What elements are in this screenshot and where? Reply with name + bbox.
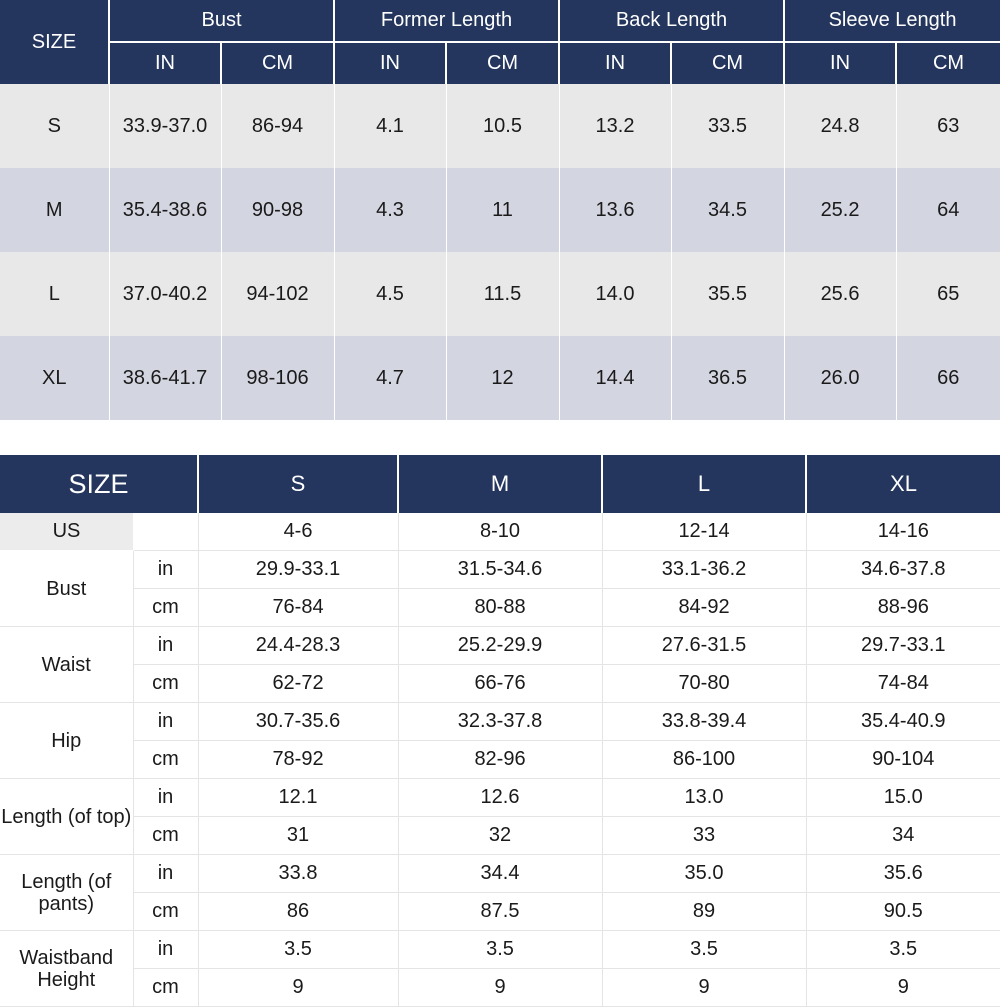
value-cell: 29.9-33.1: [198, 551, 398, 589]
value-cell: 3.5: [602, 931, 806, 969]
us-label: US: [0, 513, 133, 551]
value-cell: 82-96: [398, 741, 602, 779]
value-cell: 84-92: [602, 589, 806, 627]
value-cell: 15.0: [806, 779, 1000, 817]
value-cell: 34.6-37.8: [806, 551, 1000, 589]
value-cell: 3.5: [398, 931, 602, 969]
value-cell: 88-96: [806, 589, 1000, 627]
value-cell: 35.4-40.9: [806, 703, 1000, 741]
value-cell: 35.5: [671, 252, 784, 336]
value-cell: 33.1-36.2: [602, 551, 806, 589]
value-cell: 76-84: [198, 589, 398, 627]
value-cell: 33.8: [198, 855, 398, 893]
table-row: [0, 931, 1000, 969]
value-cell: 10.5: [446, 84, 559, 168]
unit-label: cm: [133, 969, 198, 1007]
value-cell: 13.0: [602, 779, 806, 817]
unit-label: in: [133, 703, 198, 741]
unit-header: CM: [221, 42, 334, 84]
value-cell: 9: [806, 969, 1000, 1007]
value-cell: 33.9-37.0: [109, 84, 221, 168]
measure-label: Waist: [0, 627, 133, 703]
sleeve-length-header: Sleeve Length: [784, 0, 1000, 42]
value-cell: 86-94: [221, 84, 334, 168]
unit-label: cm: [133, 741, 198, 779]
unit-header: CM: [671, 42, 784, 84]
value-cell: 80-88: [398, 589, 602, 627]
size-column-header: L: [602, 455, 806, 513]
back-length-header: Back Length: [559, 0, 784, 42]
table-row: [0, 84, 1000, 168]
value-cell: 34: [806, 817, 1000, 855]
value-cell: 11: [446, 168, 559, 252]
value-cell: 31.5-34.6: [398, 551, 602, 589]
size-cell: M: [0, 168, 109, 252]
value-cell: 70-80: [602, 665, 806, 703]
value-cell: 32: [398, 817, 602, 855]
value-cell: 3.5: [198, 931, 398, 969]
measure-label: Bust: [0, 551, 133, 627]
value-cell: 64: [896, 168, 1000, 252]
unit-header: IN: [784, 42, 896, 84]
size-cell: XL: [0, 336, 109, 420]
value-cell: 33.5: [671, 84, 784, 168]
value-cell: 29.7-33.1: [806, 627, 1000, 665]
value-cell: 12-14: [602, 513, 806, 551]
size-header: SIZE: [0, 455, 198, 513]
value-cell: 24.8: [784, 84, 896, 168]
value-cell: 25.6: [784, 252, 896, 336]
former-length-header: Former Length: [334, 0, 559, 42]
value-cell: 14-16: [806, 513, 1000, 551]
table-row: [0, 336, 1000, 420]
size-chart-bottom: [0, 455, 1000, 1007]
value-cell: 34.5: [671, 168, 784, 252]
table-row: [0, 893, 1000, 931]
size-cell: L: [0, 252, 109, 336]
empty-cell: [133, 513, 198, 551]
size-header: SIZE: [0, 0, 109, 84]
value-cell: 35.0: [602, 855, 806, 893]
size-column-header: M: [398, 455, 602, 513]
value-cell: 12.6: [398, 779, 602, 817]
measure-label: Hip: [0, 703, 133, 779]
value-cell: 98-106: [221, 336, 334, 420]
table-row: [0, 741, 1000, 779]
table-row: [0, 779, 1000, 817]
value-cell: 90-104: [806, 741, 1000, 779]
value-cell: 4.7: [334, 336, 446, 420]
value-cell: 74-84: [806, 665, 1000, 703]
value-cell: 66: [896, 336, 1000, 420]
value-cell: 32.3-37.8: [398, 703, 602, 741]
value-cell: 26.0: [784, 336, 896, 420]
value-cell: 90.5: [806, 893, 1000, 931]
value-cell: 62-72: [198, 665, 398, 703]
unit-label: cm: [133, 589, 198, 627]
value-cell: 35.6: [806, 855, 1000, 893]
unit-label: in: [133, 551, 198, 589]
measure-label: Waistband Height: [0, 931, 133, 1007]
unit-header: IN: [334, 42, 446, 84]
value-cell: 30.7-35.6: [198, 703, 398, 741]
value-cell: 65: [896, 252, 1000, 336]
unit-label: in: [133, 855, 198, 893]
size-chart-top: [0, 0, 1000, 420]
value-cell: 37.0-40.2: [109, 252, 221, 336]
value-cell: 12.1: [198, 779, 398, 817]
unit-label: cm: [133, 893, 198, 931]
value-cell: 35.4-38.6: [109, 168, 221, 252]
value-cell: 25.2: [784, 168, 896, 252]
value-cell: 9: [198, 969, 398, 1007]
bust-header: Bust: [109, 0, 334, 42]
size-cell: S: [0, 84, 109, 168]
table-row: [0, 551, 1000, 589]
table-row: [0, 969, 1000, 1007]
value-cell: 33: [602, 817, 806, 855]
table-row: [0, 703, 1000, 741]
value-cell: 4.1: [334, 84, 446, 168]
table-row: [0, 627, 1000, 665]
value-cell: 14.4: [559, 336, 671, 420]
value-cell: 4-6: [198, 513, 398, 551]
value-cell: 78-92: [198, 741, 398, 779]
value-cell: 25.2-29.9: [398, 627, 602, 665]
value-cell: 13.6: [559, 168, 671, 252]
value-cell: 8-10: [398, 513, 602, 551]
value-cell: 36.5: [671, 336, 784, 420]
value-cell: 89: [602, 893, 806, 931]
value-cell: 87.5: [398, 893, 602, 931]
value-cell: 24.4-28.3: [198, 627, 398, 665]
value-cell: 31: [198, 817, 398, 855]
value-cell: 14.0: [559, 252, 671, 336]
size-column-header: XL: [806, 455, 1000, 513]
value-cell: 3.5: [806, 931, 1000, 969]
value-cell: 38.6-41.7: [109, 336, 221, 420]
value-cell: 90-98: [221, 168, 334, 252]
value-cell: 11.5: [446, 252, 559, 336]
unit-label: cm: [133, 665, 198, 703]
unit-header: IN: [559, 42, 671, 84]
unit-header: CM: [446, 42, 559, 84]
value-cell: 86: [198, 893, 398, 931]
value-cell: 4.3: [334, 168, 446, 252]
unit-label: in: [133, 931, 198, 969]
value-cell: 27.6-31.5: [602, 627, 806, 665]
value-cell: 86-100: [602, 741, 806, 779]
value-cell: 66-76: [398, 665, 602, 703]
value-cell: 94-102: [221, 252, 334, 336]
table-row: [0, 589, 1000, 627]
value-cell: 34.4: [398, 855, 602, 893]
table-row: [0, 817, 1000, 855]
table-row: [0, 513, 1000, 551]
value-cell: 63: [896, 84, 1000, 168]
value-cell: 13.2: [559, 84, 671, 168]
value-cell: 4.5: [334, 252, 446, 336]
measure-label: Length (of top): [0, 779, 133, 855]
table-row: [0, 168, 1000, 252]
value-cell: 9: [398, 969, 602, 1007]
size-column-header: S: [198, 455, 398, 513]
table-row: [0, 252, 1000, 336]
value-cell: 12: [446, 336, 559, 420]
unit-label: in: [133, 779, 198, 817]
unit-label: cm: [133, 817, 198, 855]
unit-header: IN: [109, 42, 221, 84]
value-cell: 33.8-39.4: [602, 703, 806, 741]
unit-label: in: [133, 627, 198, 665]
measure-label: Length (of pants): [0, 855, 133, 931]
unit-header: CM: [896, 42, 1000, 84]
table-row: [0, 855, 1000, 893]
table-row: [0, 665, 1000, 703]
value-cell: 9: [602, 969, 806, 1007]
